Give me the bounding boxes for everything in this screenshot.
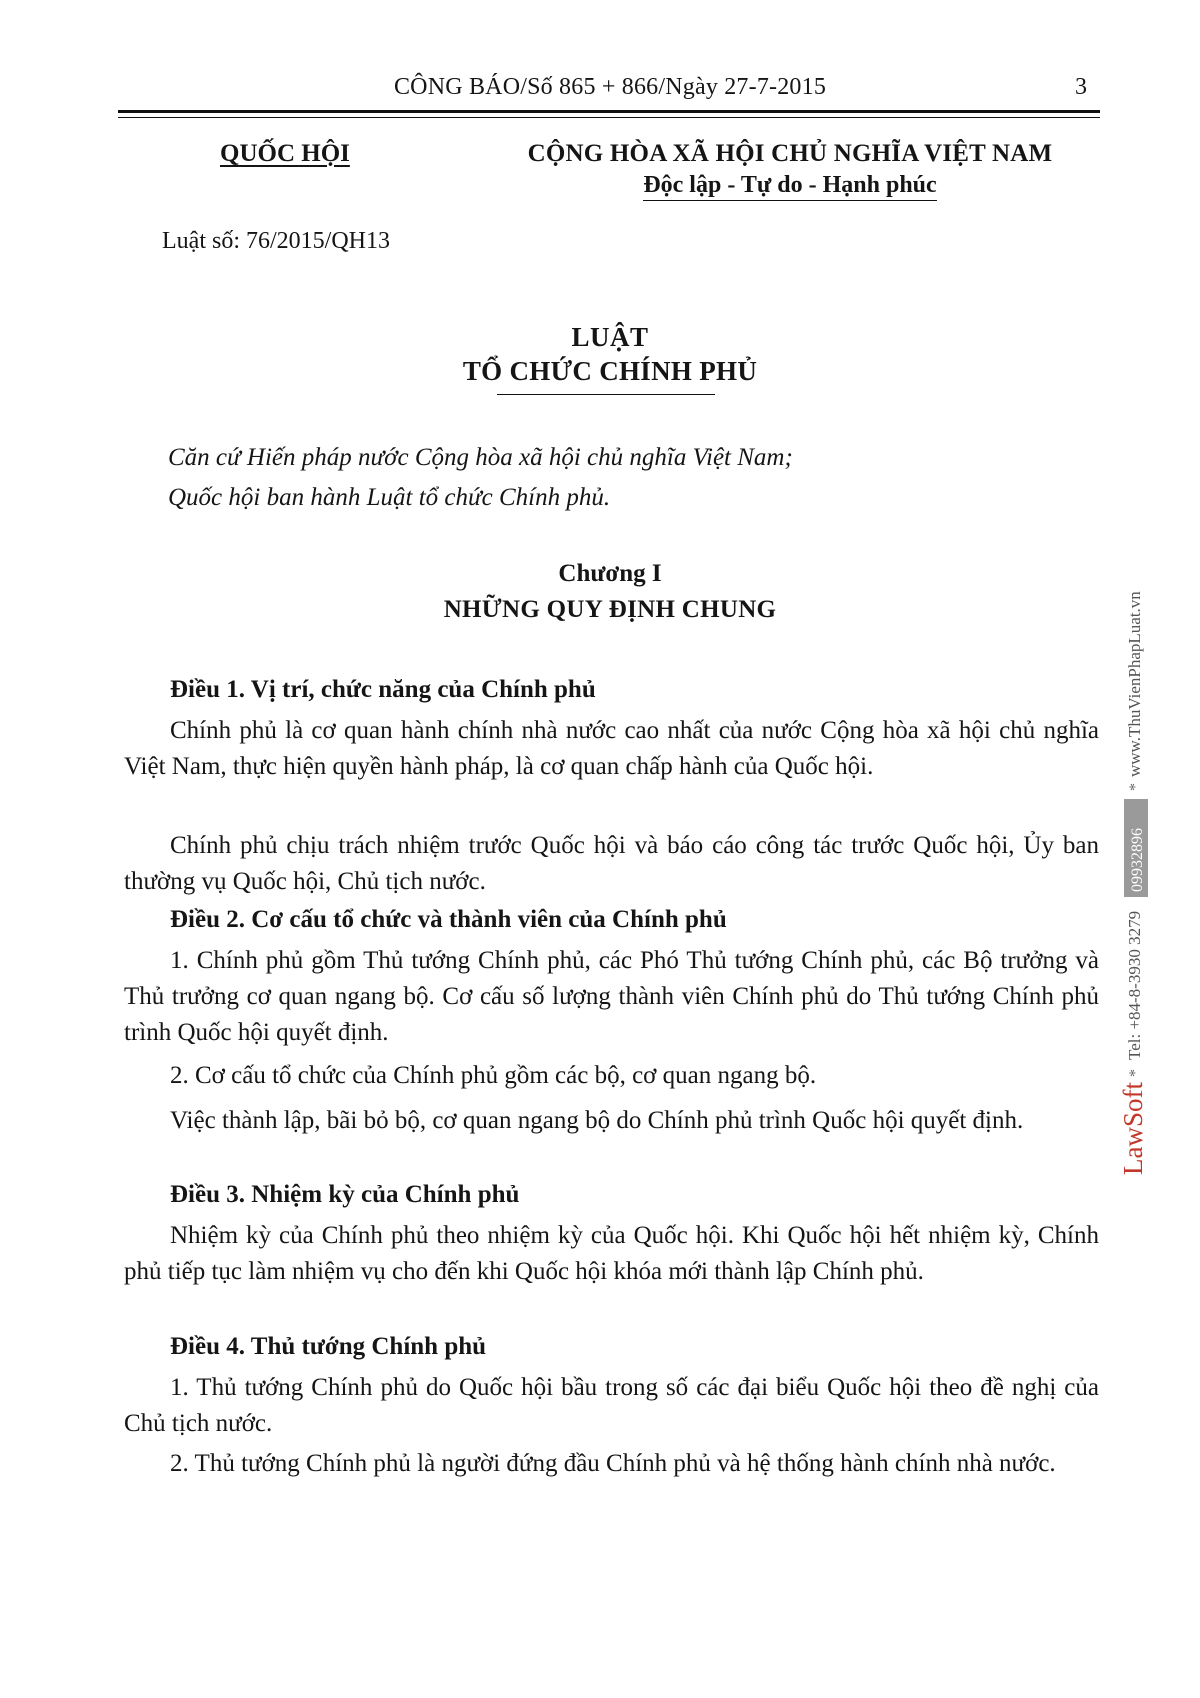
header-rule-thin — [118, 117, 1100, 118]
lawsoft-watermark — [1114, 575, 1154, 1175]
article-paragraph: 2. Cơ cấu tổ chức của Chính phủ gồm các bộ, cơ quan ngang bộ. — [170, 1062, 817, 1089]
article-paragraph: 1. Chính phủ gồm Thủ tướng Chính phủ, các Phó Thủ tướng Chính phủ, các Bộ trưởng và Thủ trưởng cơ quan ngang bộ. Cơ cấu số lượng thành viên Chính phủ do Thủ tướng Chính phủ trình Quốc hội quyết định. — [124, 947, 1099, 1046]
watermark-brand-law: Law — [1118, 1127, 1148, 1175]
article-paragraph: 2. Thủ tướng Chính phủ là người đứng đầu Chính phủ và hệ thống hành chính nhà nước. — [170, 1450, 1056, 1477]
issuer-name: QUỐC HỘI — [220, 140, 350, 167]
watermark-star: * — [1127, 1069, 1144, 1077]
watermark-code: 09932896 — [1129, 828, 1146, 892]
article-paragraph: Nhiệm kỳ của Chính phủ theo nhiệm kỳ của Quốc hội. Khi Quốc hội hết nhiệm kỳ, Chính phủ tiếp tục làm nhiệm vụ cho đến khi Quốc hội khóa mới thành lập Chính phủ. — [124, 1222, 1099, 1285]
document-title: TỔ CHỨC CHÍNH PHỦ — [462, 356, 758, 386]
watermark-brand — [1118, 1082, 1148, 1175]
nation-name: CỘNG HÒA XÃ HỘI CHỦ NGHĨA VIỆT NAM — [527, 140, 1053, 167]
article-paragraph: Việc thành lập, bãi bỏ bộ, cơ quan ngang bộ do Chính phủ trình Quốc hội quyết định. — [170, 1107, 1024, 1134]
preamble-line: Căn cứ Hiến pháp nước Cộng hòa xã hội chủ nghĩa Việt Nam; — [168, 444, 793, 471]
chapter-number: Chương I — [558, 560, 662, 587]
document-type: LUẬT — [571, 322, 649, 352]
watermark-site: www.ThuVienPhapLuat.vn — [1125, 591, 1144, 777]
article-paragraph: Chính phủ là cơ quan hành chính nhà nước cao nhất của nước Cộng hòa xã hội chủ nghĩa Việt Nam, thực hiện quyền hành pháp, là cơ quan chấp hành của Quốc hội. — [124, 717, 1099, 780]
chapter-title: NHỮNG QUY ĐỊNH CHUNG — [443, 596, 777, 623]
watermark-brand-soft: Soft — [1118, 1082, 1148, 1128]
header-rule-thick — [118, 110, 1100, 113]
watermark-star: * — [1127, 783, 1144, 791]
preamble-line: Quốc hội ban hành Luật tổ chức Chính phủ. — [168, 484, 611, 511]
watermark-tel: Tel: +84-8-3930 3279 — [1125, 910, 1144, 1060]
title-underline — [497, 394, 715, 395]
article-heading: Điều 4. Thủ tướng Chính phủ — [170, 1333, 487, 1360]
law-number: Luật số: 76/2015/QH13 — [162, 228, 390, 254]
national-motto-text: Độc lập - Tự do - Hạnh phúc — [643, 172, 936, 201]
article-paragraph: 1. Thủ tướng Chính phủ do Quốc hội bầu trong số các đại biểu Quốc hội theo đề nghị của Chủ tịch nước. — [124, 1374, 1099, 1437]
publication-header: CÔNG BÁO/Số 865 + 866/Ngày 27-7-2015 — [393, 74, 827, 100]
page-number: 3 — [1075, 74, 1087, 100]
article-paragraph: Chính phủ chịu trách nhiệm trước Quốc hội và báo cáo công tác trước Quốc hội, Ủy ban thường vụ Quốc hội, Chủ tịch nước. — [124, 832, 1099, 895]
article-heading: Điều 1. Vị trí, chức năng của Chính phủ — [170, 676, 596, 703]
watermark-graphic — [1114, 575, 1154, 1175]
national-motto — [490, 172, 1090, 199]
article-heading: Điều 3. Nhiệm kỳ của Chính phủ — [170, 1181, 520, 1208]
article-heading: Điều 2. Cơ cấu tổ chức và thành viên của Chính phủ — [170, 906, 727, 933]
